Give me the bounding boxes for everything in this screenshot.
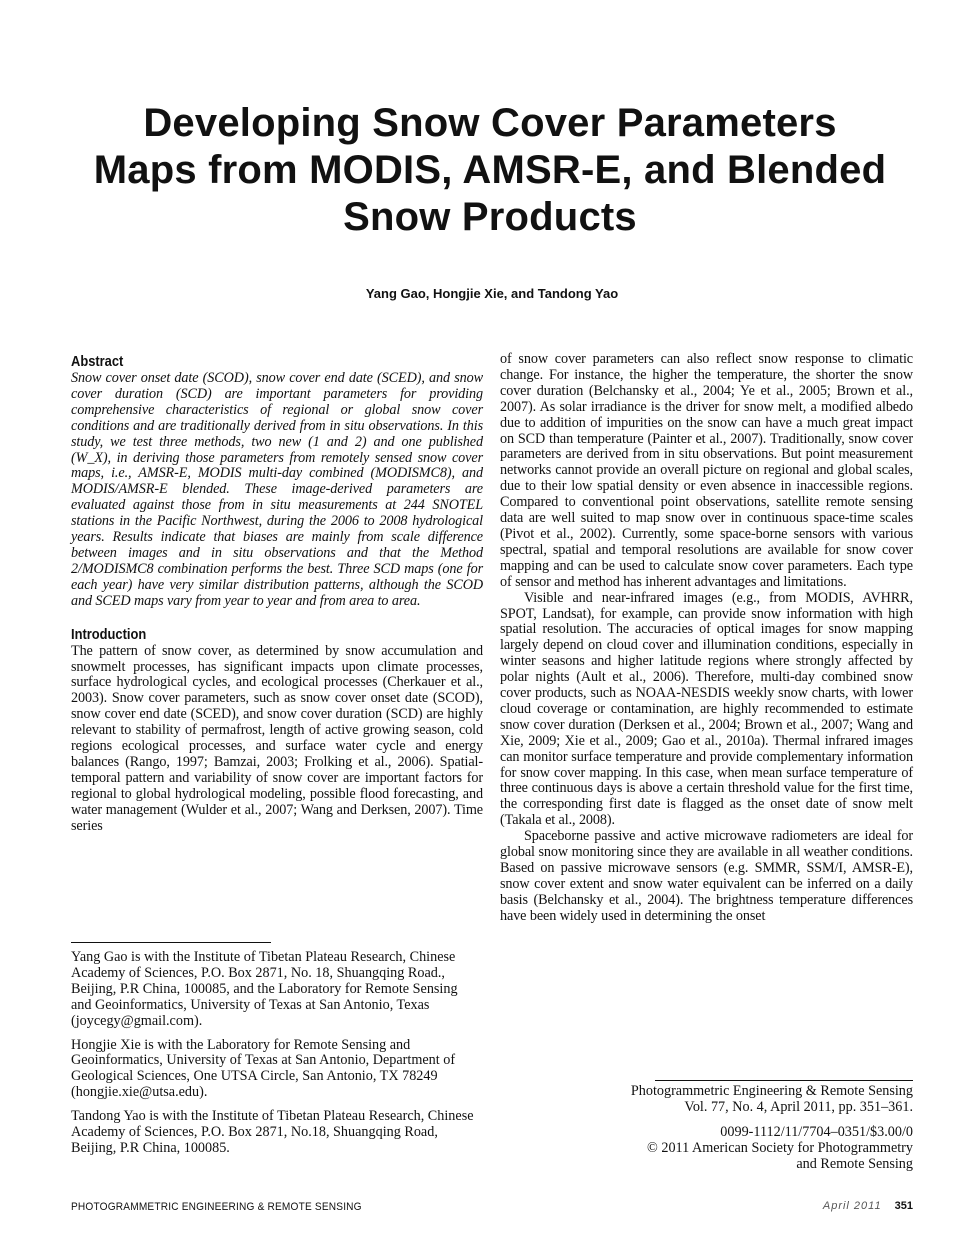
paper-title: Developing Snow Cover Parameters Maps from MODIS, AMSR-E, and Blended Snow Products — [93, 101, 887, 239]
issn-line: 0099-1112/11/7704–0351/$3.00/0 — [720, 1123, 913, 1140]
author-list: Yang Gao, Hongjie Xie, and Tandong Yao — [365, 286, 619, 301]
right-column — [500, 352, 913, 925]
body-paragraph: Spaceborne passive and active microwave radiometers are ideal for global snow monitoring since they are available in all weather conditions. Based on passive microwave sensors (e.g. SMMR, SSM/I, AMSR-E), snow cover extent and snow water equivalent can be inferred on a daily basis (Belchansky et al., 2004). The brightness temperature differences have been widely used in determining the onset — [500, 828, 913, 924]
journal-name-line: Photogrammetric Engineering & Remote Sensing — [630, 1083, 913, 1099]
running-footer-right — [823, 1200, 913, 1212]
footer-date: April 2011 — [822, 1200, 882, 1212]
introduction-heading: Introduction — [71, 625, 147, 643]
footnote-gao: Yang Gao is with the Institute of Tibetan Plateau Research, Chinese Academy of Sciences, P.O. Box 2871, No. 18, Shuangqing Road., Beijing, P.R China, 100085, and the Laboratory for Remote Sensing and Geoinformatics, University of Texas at San Antonio, Texas (joycegy@gmail.com). — [71, 949, 458, 1029]
page-number: 351 — [894, 1200, 913, 1212]
left-column — [71, 352, 483, 834]
footnote-divider — [71, 942, 271, 943]
body-paragraph: of snow cover parameters can also reflect snow response to climatic change. For instance, the higher the temperature, the shorter the snow cover duration (Belchansky et al., 2004; Ye et al., 2005; Brown et al., 2007). As solar irradiance is the driver for snow melt, a modified albedo due to addition of impurities on the snow can have a much great impact on SCD than temperature (Painter et al., 2007). Traditionally, snow cover parameters are derived from in situ observations. But point measurement networks cannot provide an overall picture on regional and global scales, due to their low spatial density or even absence in inaccessible regions. Compared to conventional point observations, satellite remote sensing data are well suited to map snow over in continuous space-time scales (Pivot et al., 2002). Currently, some space-borne sensors with various spectral, spatial and temporal resolutions are available for snow cover mapping and can be used to calculate snow cover parameters. Each type of sensor and method has inherent advantages and limitations. — [500, 351, 913, 590]
introduction-paragraph: The pattern of snow cover, as determined by snow accumulation and snowmelt processes, has significant impacts upon climate processes, surface hydrological cycles, and ecological processes (Cherkauer et al., 2003). Snow cover parameters, such as snow cover onset date (SCOD), snow cover end date (SCED), and snow cover duration (SCD) are highly relevant to stability of permafrost, length of active growing season, cold regions ecological processes, and surface water cycle and energy balances (Rango, 1997; Bamzai, 2003; Frolking et al., 2006). Spatial-temporal pattern and variability of snow cover are important factors for regional to global hydrological modeling, possible flood forecasting, and water management (Wulder et al., 2007; Wang and Derksen, 2007). Time series — [71, 642, 483, 834]
section-gap — [71, 610, 483, 625]
copyright-line-2: and Remote Sensing — [796, 1155, 913, 1172]
running-footer-journal: PHOTOGRAMMETRIC ENGINEERING & REMOTE SENSING — [71, 1201, 362, 1213]
abstract-heading: Abstract — [71, 353, 124, 370]
author-footnotes — [71, 950, 481, 1165]
footnote-yao: Tandong Yao is with the Institute of Tibetan Plateau Research, Chinese Academy of Sciences, P.O. Box 2871, No.18, Shuangqing Road, Beijing, P.R China, 100085. — [71, 1108, 474, 1156]
journal-volume-line: Vol. 77, No. 4, April 2011, pp. 351–361. — [684, 1098, 913, 1115]
journal-info — [520, 1084, 913, 1173]
footnote-xie: Hongjie Xie is with the Laboratory for Remote Sensing and Geoinformatics, University of Texas at San Antonio, Department of Geological Sciences, One UTSA Circle, San Antonio, TX 78249 (hongjie.xie@utsa.edu). — [71, 1036, 456, 1101]
abstract-text: Snow cover onset date (SCOD), snow cover end date (SCED), and snow cover duration (SCD) are important parameters for providing comprehensive characteristics of regional or global snow cover conditions and are traditionally derived from in situ observations. In this study, we test three methods, two new (1 and 2) and one published (W_X), in deriving those parameters from remotely sensed snow cover maps, i.e., AMSR-E, MODIS multi-day combined (MODISMC8), and MODIS/AMSR-E blended. These image-derived parameters are evaluated against those from in situ measurements at 244 SNOTEL stations in the Pacific Northwest, during the 2006 to 2008 hydrological years. Results indicate that biases are mainly from scale difference between images and in situ observations and that the Method 2/MODISMC8 combination performs the best. Three SCD maps (one for each year) have very similar distribution patterns, although the SCOD and SCED maps vary from year to year and from area to area. — [71, 370, 483, 609]
body-paragraph: Visible and near-infrared images (e.g., from MODIS, AVHRR, SPOT, Landsat), for example, can provide snow information with high spatial resolution. The accuracies of optical images for snow mapping largely depend on cloud cover and illumination conditions, especially in winter seasons and higher latitude regions where strongly affected by polar nights (Ault et al., 2006). Therefore, multi-day combined snow cover products, such as NOAA-NESDIS weekly snow charts, with lower cloud coverage or contamination, are highly recommended to estimate snow cover duration (Derksen et al., 2004; Brown et al., 2007; Wang and Xie, 2009; Xie et al., 2009; Gao et al., 2010a). Thermal infrared images can monitor surface temperature and provide complementary information for snow cover mapping. In this case, when mean surface temperature of three continuous days is above a certain threshold value for the first time, the corresponding first date is flagged as the onset date of snow melt (Takala et al., 2008). — [500, 589, 913, 829]
journal-info-divider — [655, 1080, 913, 1081]
copyright-line: © 2011 American Society for Photogrammetry — [647, 1139, 913, 1156]
